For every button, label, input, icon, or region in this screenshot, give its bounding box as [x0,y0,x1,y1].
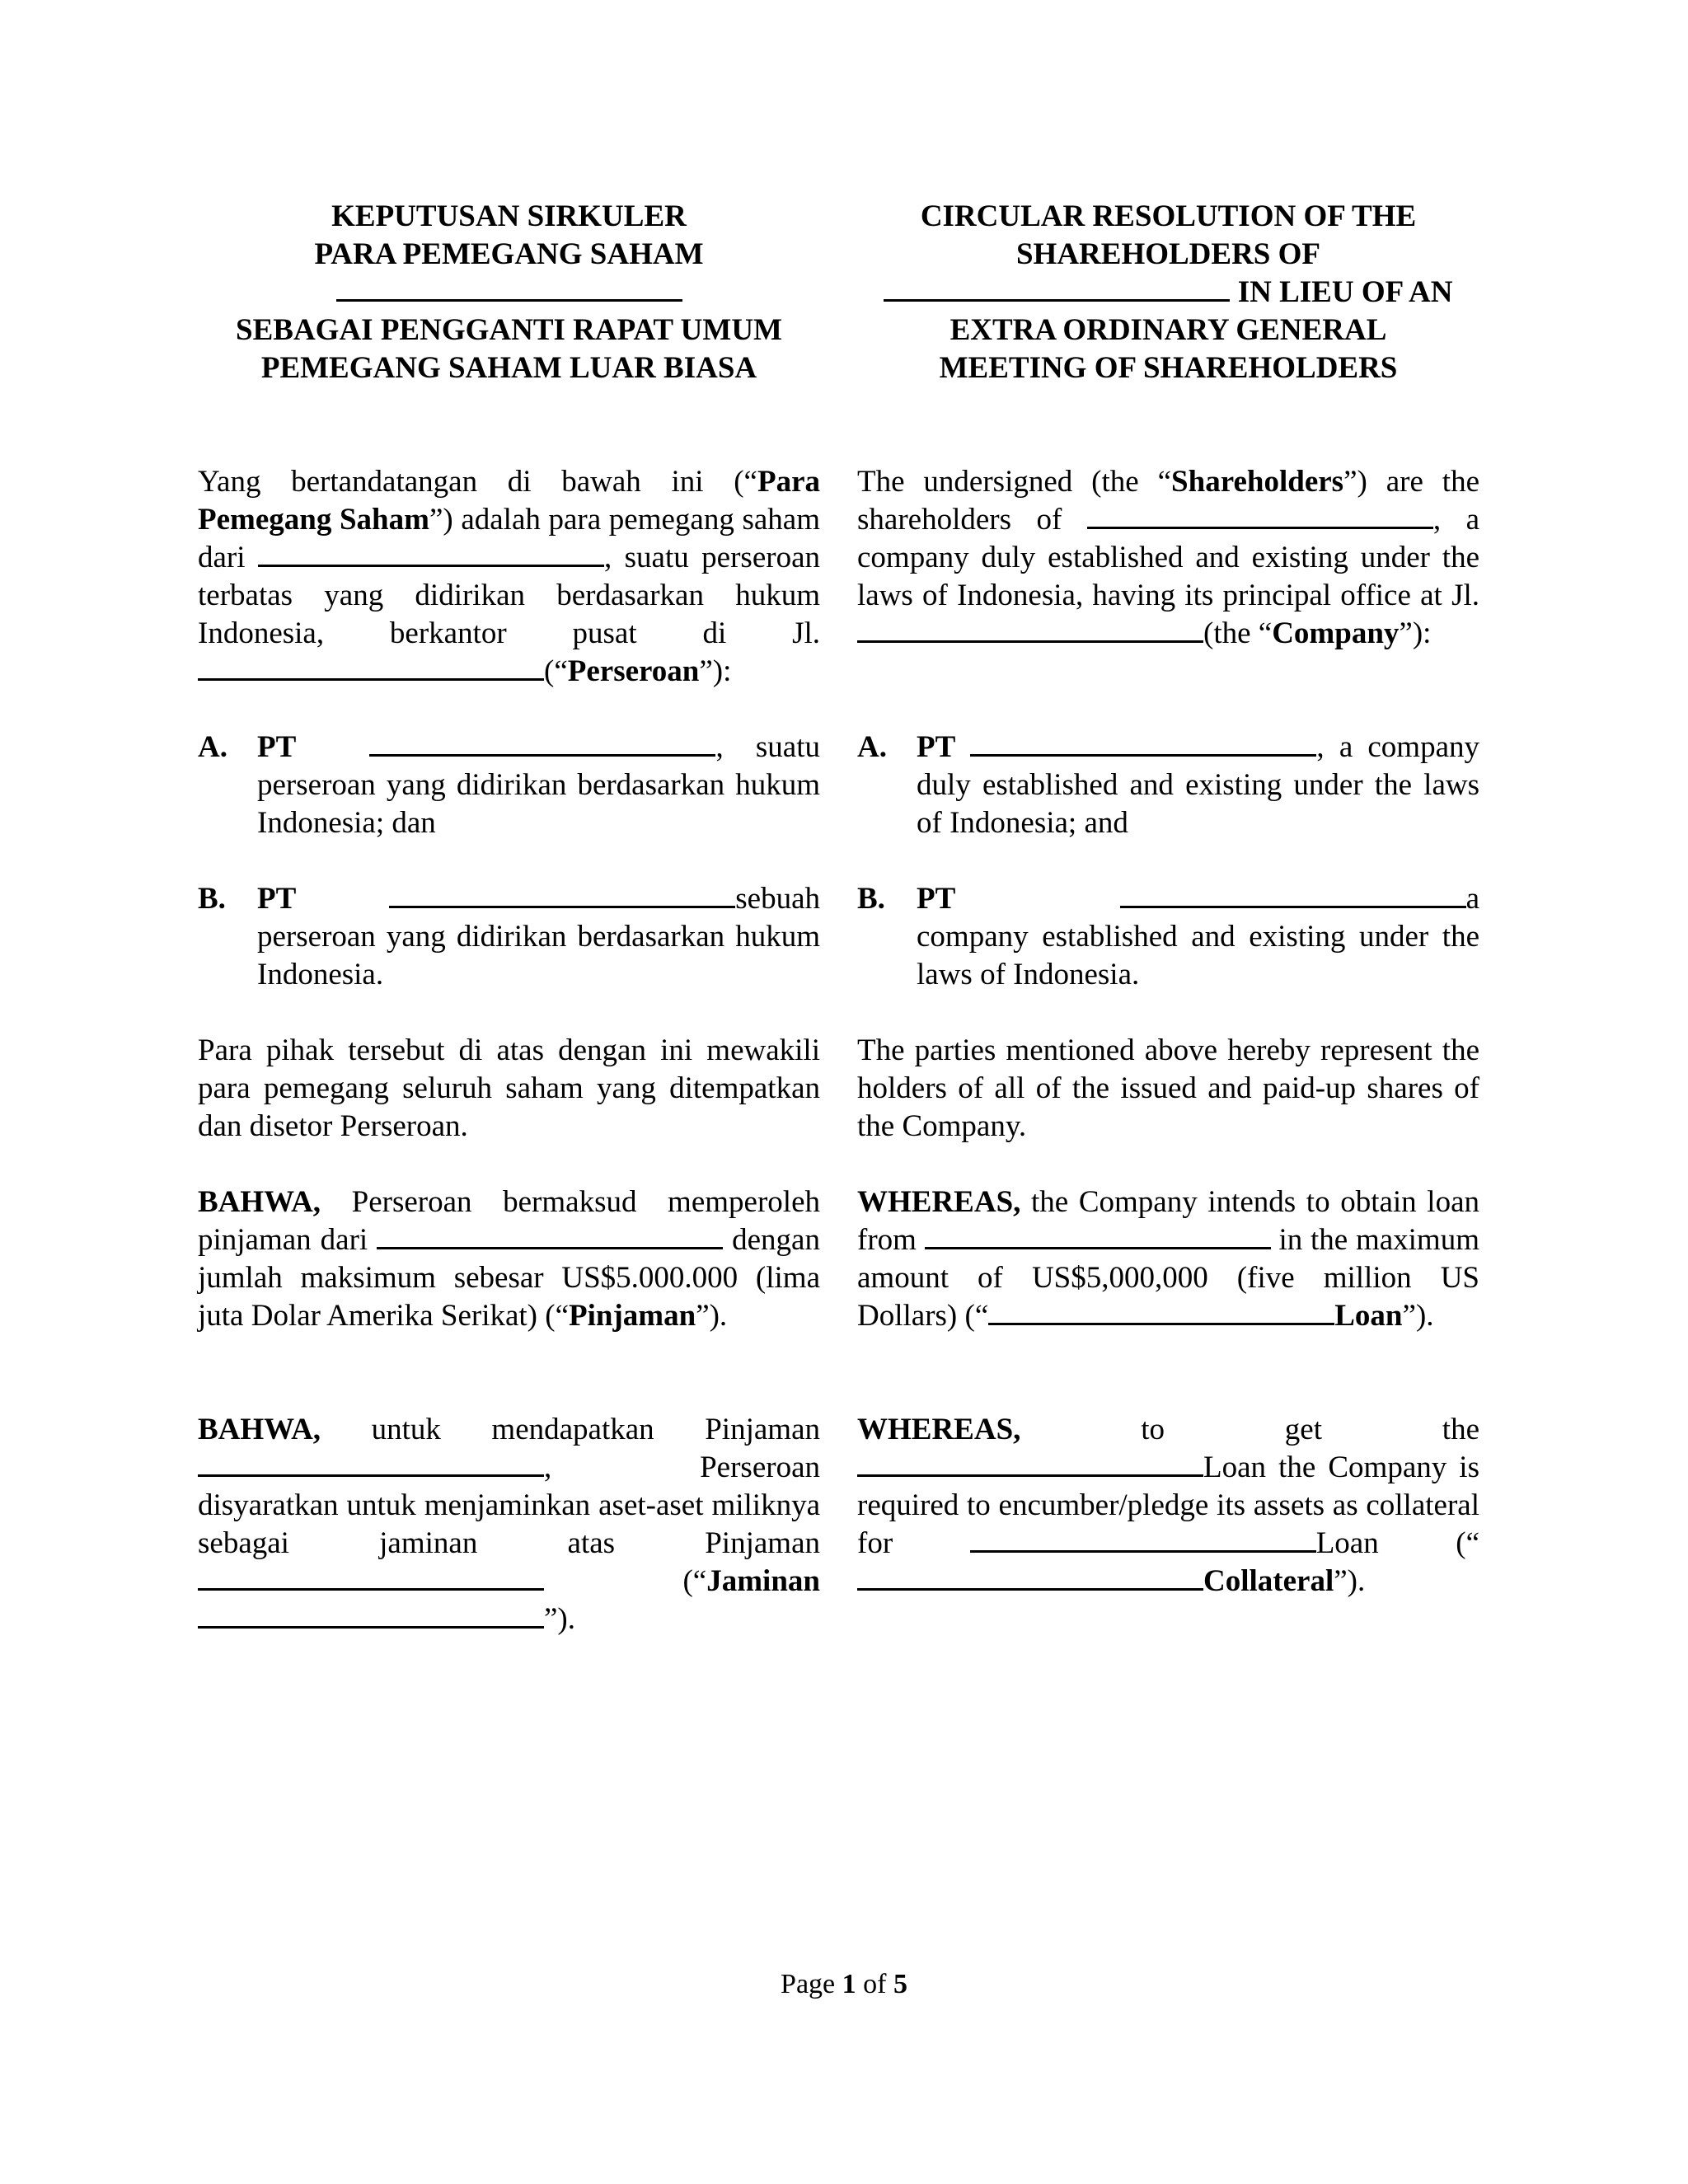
blank-field[interactable] [857,1563,1203,1591]
heading-en-line4: EXTRA ORDINARY GENERAL [950,313,1387,347]
text: The undersigned (the “ [857,465,1172,499]
blank-field[interactable] [198,1601,544,1629]
heading-en [857,198,1479,387]
heading-id-line1: KEPUTUSAN SIRKULER [331,199,687,233]
defined-term: Loan [1334,1299,1403,1333]
list-item-a-id [198,729,820,842]
page-number-footer [0,1966,1688,2004]
text: dengan jumlah maksimum sebesar US$5.000.000 (lima juta Dolar Amerika Serikat) (“ [198,1223,820,1333]
parties-paragraph-en: The parties mentioned above hereby represent the holders of all of the issued and paid-up shares of the Company. [857,1033,1479,1143]
text: sebuah perseroan yang didirikan berdasarkan hukum Indonesia. [257,882,820,991]
whereas-loan-paragraph-id [198,1183,820,1335]
intro-paragraph-en [857,463,1479,653]
text: , Perseroan disyaratkan untuk menjaminkan aset-aset miliknya sebagai jaminan atas Pinjaman [198,1451,820,1560]
list-item-body [257,729,820,842]
text: ”): [1399,616,1432,650]
list-letter: B. [857,882,885,916]
whereas-collateral-paragraph-id [198,1411,820,1638]
whereas-label: WHEREAS, [857,1185,1021,1219]
whereas-label: WHEREAS, [857,1413,1021,1446]
blank-field[interactable] [389,880,735,908]
list-item-body [257,880,820,994]
text: untuk mendapatkan Pinjaman [321,1413,820,1446]
text: the Company intends to obtain loan from [857,1185,1479,1257]
heading-id-blank [198,274,820,312]
pt-label: PT [257,730,297,764]
whereas-loan-paragraph-en [857,1183,1479,1335]
heading-en-line5: MEETING OF SHAREHOLDERS [939,351,1398,385]
text: ”). [1334,1564,1366,1598]
blank-field[interactable] [857,615,1203,643]
text: ”). [1402,1299,1434,1333]
list-letter: B. [198,882,226,916]
heading-id [198,198,820,387]
heading-id-line4: PEMEGANG SAHAM LUAR BIASA [260,351,757,385]
whereas-label: BAHWA, [198,1185,321,1219]
defined-term: Para Pemegang Saham [198,465,820,537]
footer-text: of [856,1969,893,1999]
list-item-b-en [857,880,1479,994]
blank-field[interactable] [925,1221,1271,1249]
defined-term: Collateral [1203,1564,1334,1598]
heading-id-line2: PARA PEMEGANG SAHAM [314,237,704,271]
parties-paragraph-id: Para pihak tersebut di atas dengan ini mewakili para pemegang seluruh saham yang ditempatkan dan disetor Perseroan. [198,1033,820,1143]
whereas-collateral-paragraph-en [857,1411,1479,1601]
text: in the maximum amount of US$5,000,000 (five million US Dollars) (“ [857,1223,1479,1333]
list-item-body [917,729,1479,842]
blank-company-name[interactable] [336,274,682,302]
total-pages: 5 [893,1969,907,1999]
text: Loan the Company is required to encumber/pledge its assets as collateral for [857,1451,1479,1560]
whereas-label: BAHWA, [198,1413,321,1446]
list-item-a-en [857,729,1479,842]
blank-field[interactable] [198,653,544,681]
list-letter: A. [198,730,227,764]
blank-field[interactable] [1087,501,1433,529]
heading-en-line2: SHAREHOLDERS OF [1015,237,1321,271]
blank-field[interactable] [970,729,1316,757]
blank-field[interactable] [857,1449,1203,1477]
defined-term: Jaminan [706,1564,820,1598]
text: (“ [544,654,568,688]
defined-term: Shareholders [1171,465,1344,499]
text: ”). [544,1602,575,1636]
text: , a company duly established and existing under the laws of Indonesia, having its principal office at Jl. [857,503,1479,612]
heading-en-line1: CIRCULAR RESOLUTION OF THE [920,199,1417,233]
intro-paragraph-id [198,463,820,691]
text: , a company duly established and existing under the laws of Indonesia; and [917,730,1479,840]
heading-en-line3 [857,274,1479,312]
text: ”): [699,654,732,688]
text: , suatu perseroan yang didirikan berdasarkan hukum Indonesia; dan [257,730,820,840]
text: a company established and existing under the laws of Indonesia. [917,882,1479,991]
blank-company-name[interactable] [884,274,1230,302]
text: (the “ [1203,616,1273,650]
text: ”). [696,1299,728,1333]
blank-field[interactable] [198,1449,544,1477]
defined-term: Company [1272,616,1400,650]
blank-field[interactable] [369,729,715,757]
list-item-b-id [198,880,820,994]
text: Yang bertandatangan di bawah ini (“ [198,465,757,499]
text: to get the [1020,1413,1479,1446]
current-page: 1 [842,1969,856,1999]
list-letter: A. [857,730,887,764]
text: Loan (“ [1315,1526,1479,1560]
blank-field[interactable] [988,1297,1334,1325]
pt-label: PT [917,730,956,764]
pt-label: PT [917,882,956,916]
heading-id-line3: SEBAGAI PENGGANTI RAPAT UMUM [236,313,782,347]
defined-term: Perseroan [567,654,700,688]
blank-field[interactable] [377,1221,723,1249]
blank-field[interactable] [1120,880,1466,908]
heading-en-line3-text: IN LIEU OF AN [1230,275,1453,309]
blank-field[interactable] [258,539,604,567]
text: (“ [544,1564,707,1598]
text: , suatu perseroan terbatas yang didirikan berdasarkan hukum Indonesia, berkantor pusat di Jl. [198,541,820,650]
blank-field[interactable] [970,1525,1316,1553]
pt-label: PT [257,882,297,916]
text: ”) adalah para pemegang saham dari [198,503,820,574]
blank-field[interactable] [198,1563,544,1591]
text: Perseroan bermaksud memperoleh pinjaman dari [198,1185,820,1257]
footer-text: Page [781,1969,842,1999]
text: ”) are the shareholders of [857,465,1479,537]
list-item-body [917,880,1479,994]
defined-term: Pinjaman [569,1299,696,1333]
